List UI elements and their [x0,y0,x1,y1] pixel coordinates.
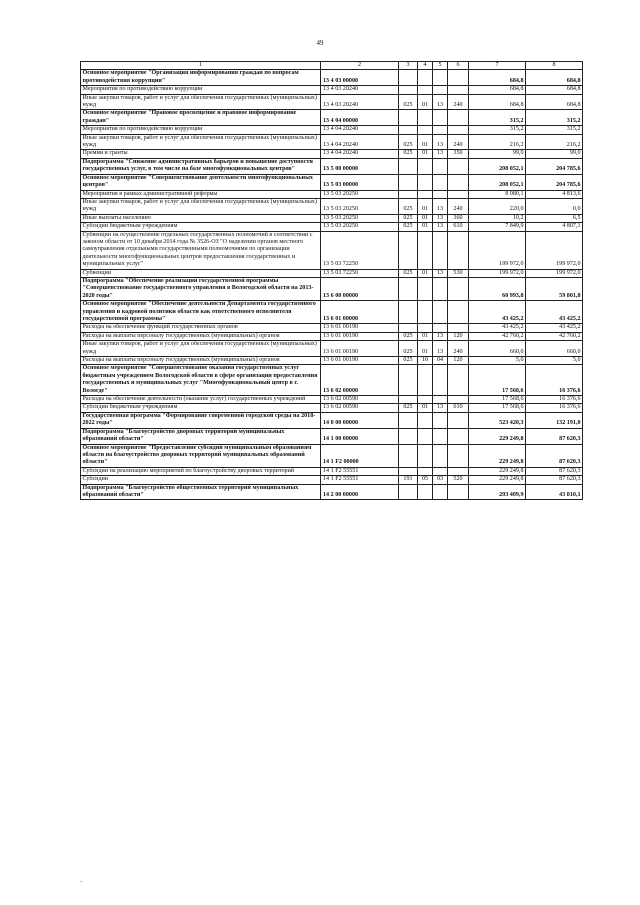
row-name: Субсидии [81,476,321,484]
header-cell: 3 [399,62,418,70]
amount-year-1: 43 425,2 [469,301,526,324]
ministry-code: 025 [399,94,418,110]
subsection-code [433,324,448,332]
amount-year-2: 132 191,0 [526,412,583,428]
section-code [418,444,433,467]
amount-year-1: 229 249,8 [469,467,526,475]
row-name: Государственная программа "Формирование современной городской среды на 2018-2022 годы" [81,412,321,428]
ministry-code [399,428,418,444]
target-article-code: 13 4 03 00000 [321,70,399,86]
row-name: Мероприятия по противодействию коррупции [81,126,321,134]
amount-year-2: 16 376,6 [526,404,583,412]
subsection-code: 03 [433,476,448,484]
subsection-code [433,174,448,190]
table-body [81,70,583,500]
section-code: 01 [418,223,433,231]
amount-year-2: 684,8 [526,94,583,110]
amount-year-2: 87 620,3 [526,467,583,475]
target-article-code: 13 6 02 00000 [321,365,399,396]
target-article-code: 13 6 02 00590 [321,404,399,412]
table-row [81,70,583,86]
amount-year-1: 315,2 [469,126,526,134]
amount-year-2: 315,2 [526,126,583,134]
amount-year-1: 216,2 [469,134,526,150]
ministry-code [399,231,418,269]
row-name: Основное мероприятие "Организация информирования граждан по вопросам противодействия коррупции" [81,70,321,86]
subsection-code [433,396,448,404]
amount-year-2: 684,8 [526,86,583,94]
table-header [81,62,583,70]
ministry-code: 025 [399,269,418,277]
section-code: 05 [418,476,433,484]
subsection-code: 13 [433,134,448,150]
table-row [81,444,583,467]
table-row [81,301,583,324]
subsection-code [433,484,448,500]
amount-year-1: 199 972,0 [469,269,526,277]
subsection-code [433,277,448,300]
expense-type-code: 120 [448,357,469,365]
target-article-code: 13 5 03 20250 [321,214,399,222]
row-name: Подпрограмма "Благоустройство дворовых территорий муниципальных образований области" [81,428,321,444]
amount-year-1: 17 568,6 [469,404,526,412]
expense-type-code: 360 [448,214,469,222]
amount-year-1: 43 425,2 [469,324,526,332]
amount-year-2: 87 620,3 [526,476,583,484]
row-name: Субсидии бюджетным учреждениям [81,404,321,412]
amount-year-2: 87 620,3 [526,428,583,444]
amount-year-2: 6,5 [526,214,583,222]
row-name: Основное мероприятие "Совершенствование оказания государственных услуг бюджетным учреждением Вологодской области в сфере организации предоставления государственных и муниципальных услуг "Многофункциональный центр в г. Вологде" [81,365,321,396]
subsection-code [433,301,448,324]
section-code: 01 [418,332,433,340]
target-article-code: 14 2 00 00000 [321,484,399,500]
amount-year-1: 684,8 [469,94,526,110]
amount-year-2: 199 972,0 [526,231,583,269]
section-code [418,412,433,428]
ministry-code: 025 [399,332,418,340]
ministry-code [399,277,418,300]
amount-year-2: 5,0 [526,357,583,365]
ministry-code [399,70,418,86]
subsection-code: 13 [433,150,448,158]
target-article-code: 13 4 04 20240 [321,150,399,158]
table-row [81,357,583,365]
amount-year-2: 43 810,1 [526,484,583,500]
page-number: 49 [316,39,324,47]
amount-year-1: 684,8 [469,86,526,94]
ministry-code [399,110,418,126]
target-article-code: 13 4 04 00000 [321,110,399,126]
amount-year-1: 220,0 [469,198,526,214]
ministry-code [399,324,418,332]
amount-year-2: 4 807,1 [526,223,583,231]
row-name: Иные закупки товаров, работ и услуг для обеспечения государственных (муниципальных) нужд [81,198,321,214]
table-row [81,277,583,300]
subsection-code: 13 [433,94,448,110]
table-row [81,484,583,500]
row-name: Субсидии бюджетным учреждениям [81,223,321,231]
expense-type-code [448,324,469,332]
target-article-code: 13 4 03 20240 [321,94,399,110]
target-article-code: 13 5 03 72250 [321,231,399,269]
table-row [81,341,583,357]
table-row [81,412,583,428]
section-code [418,158,433,174]
row-name: Расходы на выплаты персоналу государственных (муниципальных) органов [81,332,321,340]
expense-type-code [448,428,469,444]
row-name: Премии и гранты [81,150,321,158]
row-name: Иные закупки товаров, работ и услуг для обеспечения государственных (муниципальных) нужд [81,94,321,110]
section-code [418,126,433,134]
subsection-code [433,158,448,174]
target-article-code: 13 6 01 00190 [321,332,399,340]
expense-type-code: 520 [448,476,469,484]
expense-type-code: 240 [448,198,469,214]
subsection-code [433,467,448,475]
expense-type-code [448,174,469,190]
table-row [81,134,583,150]
section-code [418,174,433,190]
subsection-code [433,231,448,269]
ministry-code [399,365,418,396]
expense-type-code: 240 [448,134,469,150]
section-code [418,484,433,500]
table-row [81,110,583,126]
amount-year-1: 208 052,1 [469,158,526,174]
row-name: Мероприятия по противодействию коррупции [81,86,321,94]
expense-type-code [448,231,469,269]
section-code: 01 [418,94,433,110]
row-name: Расходы на обеспечение функций государственных органов [81,324,321,332]
expense-type-code [448,365,469,396]
ministry-code: 025 [399,198,418,214]
section-code: 01 [418,214,433,222]
amount-year-2: 16 376,6 [526,365,583,396]
ministry-code [399,444,418,467]
expense-type-code: 610 [448,223,469,231]
subsection-code: 13 [433,223,448,231]
row-name: Основное мероприятие "Обеспечение деятельности Департамента государственного управления и кадровой политики области как ответственного исполнителя государственной программы" [81,301,321,324]
header-cell: 5 [433,62,448,70]
row-name: Субвенции [81,269,321,277]
scan-mark: .. [80,878,83,884]
header-cell: 8 [526,62,583,70]
target-article-code: 13 6 01 00000 [321,301,399,324]
subsection-code: 13 [433,198,448,214]
amount-year-1: 315,2 [469,110,526,126]
table-row [81,467,583,475]
target-article-code: 13 6 01 00190 [321,324,399,332]
ministry-code [399,301,418,324]
section-code [418,277,433,300]
expense-type-code [448,277,469,300]
table-row [81,158,583,174]
amount-year-1: 684,8 [469,70,526,86]
amount-year-2: 43 425,2 [526,324,583,332]
table-row [81,404,583,412]
amount-year-1: 10,2 [469,214,526,222]
expense-type-code: 610 [448,404,469,412]
target-article-code: 13 5 00 00000 [321,158,399,174]
header-cell: 7 [469,62,526,70]
target-article-code: 13 5 03 00000 [321,174,399,190]
subsection-code [433,190,448,198]
table-row [81,365,583,396]
ministry-code [399,174,418,190]
subsection-code [433,444,448,467]
expense-type-code [448,126,469,134]
amount-year-1: 17 568,6 [469,365,526,396]
target-article-code: 14 1 F2 55551 [321,467,399,475]
expense-type-code [448,190,469,198]
section-code [418,324,433,332]
row-name: Иные выплаты населению [81,214,321,222]
subsection-code: 13 [433,404,448,412]
section-code: 01 [418,341,433,357]
amount-year-2: 660,0 [526,341,583,357]
section-code: 01 [418,198,433,214]
amount-year-1: 17 568,6 [469,396,526,404]
amount-year-1: 5,0 [469,357,526,365]
subsection-code [433,412,448,428]
subsection-code: 13 [433,214,448,222]
section-code [418,231,433,269]
amount-year-2: 43 425,2 [526,301,583,324]
subsection-code [433,428,448,444]
expense-type-code [448,444,469,467]
amount-year-1: 229 249,8 [469,476,526,484]
section-code [418,396,433,404]
section-code [418,70,433,86]
budget-table [80,61,583,500]
target-article-code: 13 6 01 00190 [321,357,399,365]
target-article-code: 13 5 03 20250 [321,198,399,214]
amount-year-2: 216,2 [526,134,583,150]
target-article-code: 13 6 01 00190 [321,341,399,357]
row-name: Иные закупки товаров, работ и услуг для обеспечения государственных (муниципальных) нужд [81,134,321,150]
target-article-code: 13 5 03 20250 [321,190,399,198]
target-article-code: 13 4 03 20240 [321,86,399,94]
expense-type-code [448,412,469,428]
section-code [418,86,433,94]
target-article-code: 13 6 02 00590 [321,396,399,404]
subsection-code [433,70,448,86]
expense-type-code: 240 [448,341,469,357]
subsection-code [433,126,448,134]
ministry-code: 025 [399,214,418,222]
subsection-code: 13 [433,269,448,277]
target-article-code: 13 6 00 00000 [321,277,399,300]
amount-year-2: 315,2 [526,110,583,126]
section-code [418,365,433,396]
ministry-code: 025 [399,134,418,150]
ministry-code: 191 [399,476,418,484]
target-article-code: 14 0 00 00000 [321,412,399,428]
table-row [81,428,583,444]
expense-type-code: 240 [448,94,469,110]
table-row [81,396,583,404]
amount-year-1: 293 409,9 [469,484,526,500]
ministry-code [399,484,418,500]
row-name: Подпрограмма "Снижение административных барьеров и повышение доступности государственных услуг, в том числе на базе многофункциональных центров" [81,158,321,174]
section-code [418,428,433,444]
amount-year-1: 523 420,3 [469,412,526,428]
subsection-code [433,86,448,94]
header-cell: 1 [81,62,321,70]
row-name: Основное мероприятие "Предоставление субсидий муниципальным образованиям области на благоустройство дворовых территорий муниципальных образований области" [81,444,321,467]
expense-type-code: 120 [448,332,469,340]
target-article-code: 13 4 04 20240 [321,126,399,134]
amount-year-1: 60 993,8 [469,277,526,300]
ministry-code [399,126,418,134]
amount-year-2: 199 972,0 [526,269,583,277]
ministry-code [399,467,418,475]
row-name: Подпрограмма "Обеспечение реализации государственной программы "Совершенствование государственного управления в Вологодской области на 2013-2020 годы" [81,277,321,300]
table-row [81,126,583,134]
table-row [81,324,583,332]
target-article-code: 14 1 00 00000 [321,428,399,444]
expense-type-code: 530 [448,269,469,277]
row-name: Расходы на выплаты персоналу государственных (муниципальных) органов [81,357,321,365]
expense-type-code: 350 [448,150,469,158]
amount-year-1: 8 080,1 [469,190,526,198]
amount-year-1: 660,0 [469,341,526,357]
amount-year-2: 16 376,6 [526,396,583,404]
row-name: Основное мероприятие "Совершенствование деятельности многофункциональных центров" [81,174,321,190]
target-article-code: 13 5 03 72250 [321,269,399,277]
amount-year-1: 7 849,9 [469,223,526,231]
amount-year-2: 4 813,6 [526,190,583,198]
row-name: Мероприятия в рамках административной реформы [81,190,321,198]
header-cell: 2 [321,62,399,70]
amount-year-2: 0,0 [526,198,583,214]
ministry-code: 025 [399,357,418,365]
amount-year-2: 87 620,3 [526,444,583,467]
amount-year-1: 229 249,8 [469,444,526,467]
expense-type-code [448,484,469,500]
amount-year-2: 59 801,8 [526,277,583,300]
row-name: Подпрограмма "Благоустройство общественных территорий муниципальных образований области" [81,484,321,500]
section-code [418,467,433,475]
table-row [81,198,583,214]
amount-year-1: 199 972,0 [469,231,526,269]
table-row [81,86,583,94]
amount-year-1: 229 249,8 [469,428,526,444]
ministry-code [399,86,418,94]
subsection-code [433,365,448,396]
header-row [81,62,583,70]
header-cell: 6 [448,62,469,70]
section-code: 01 [418,269,433,277]
expense-type-code [448,467,469,475]
expense-type-code [448,158,469,174]
section-code: 01 [418,150,433,158]
table-row [81,214,583,222]
row-name: Иные закупки товаров, работ и услуг для обеспечения государственных (муниципальных) нужд [81,341,321,357]
table-row [81,269,583,277]
amount-year-2: 99,0 [526,150,583,158]
amount-year-1: 208 052,1 [469,174,526,190]
row-name: Субвенции на осуществление отдельных государственных полномочий в соответствии с законом области от 10 декабря 2014 года № 3526-ОЗ "О наделении органов местного самоуправления отдельными государственными полномочиями по организации деятельности многофункциональных центров предоставления государственных и муниципальных услуг" [81,231,321,269]
amount-year-1: 42 760,2 [469,332,526,340]
subsection-code: 13 [433,332,448,340]
row-name: Основное мероприятие "Правовое просвещение и правовое информирование граждан" [81,110,321,126]
section-code [418,110,433,126]
table-row [81,150,583,158]
ministry-code: 025 [399,223,418,231]
row-name: Расходы на обеспечение деятельности (оказание услуг) государственных учреждений [81,396,321,404]
ministry-code [399,396,418,404]
expense-type-code [448,110,469,126]
target-article-code: 14 1 F2 55551 [321,476,399,484]
section-code: 10 [418,357,433,365]
expense-type-code [448,396,469,404]
subsection-code: 13 [433,341,448,357]
amount-year-2: 684,8 [526,70,583,86]
header-cell: 4 [418,62,433,70]
table-row [81,476,583,484]
subsection-code: 04 [433,357,448,365]
ministry-code: 025 [399,404,418,412]
table-row [81,94,583,110]
target-article-code: 13 5 03 20250 [321,223,399,231]
ministry-code [399,158,418,174]
target-article-code: 13 4 04 20240 [321,134,399,150]
expense-type-code [448,70,469,86]
table-row [81,223,583,231]
expense-type-code [448,86,469,94]
ministry-code: 025 [399,150,418,158]
section-code: 01 [418,404,433,412]
table-row [81,174,583,190]
subsection-code [433,110,448,126]
amount-year-2: 42 760,2 [526,332,583,340]
amount-year-2: 204 785,6 [526,174,583,190]
section-code: 01 [418,134,433,150]
table-row [81,190,583,198]
ministry-code: 025 [399,341,418,357]
amount-year-1: 99,0 [469,150,526,158]
row-name: Субсидии на реализацию мероприятий по благоустройству дворовых территорий [81,467,321,475]
section-code [418,190,433,198]
ministry-code [399,190,418,198]
amount-year-2: 204 785,6 [526,158,583,174]
table-row [81,332,583,340]
target-article-code: 14 1 F2 00000 [321,444,399,467]
expense-type-code [448,301,469,324]
section-code [418,301,433,324]
ministry-code [399,412,418,428]
table-row [81,231,583,269]
